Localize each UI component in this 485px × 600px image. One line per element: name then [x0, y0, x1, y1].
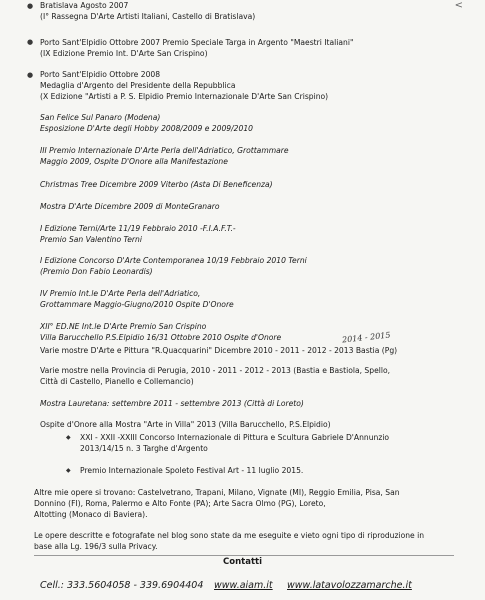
- item-line: Medaglia d'Argento del Presidente della Repubblica: [40, 81, 236, 90]
- item-line: Città di Castello, Pianello e Collemancio): [40, 377, 194, 386]
- bullet-icon: ●: [27, 71, 34, 79]
- item-line: Donnino (FI), Roma, Palermo e Alto Fonte (PA); Arte Sacra Olmo (PG), Loreto,: [34, 499, 326, 508]
- item-line: Varie mostre D'Arte e Pittura "R.Quacquarini" Dicembre 2010 - 2011 - 2012 - 2013 Bastia (Pg): [40, 346, 398, 355]
- item-line: III Premio Internazionale D'Arte Perla dell'Adriatico, Grottammare: [40, 146, 289, 155]
- item-line: 2013/14/15 n. 3 Targhe d'Argento: [80, 444, 208, 453]
- square-bullet-icon: ◆: [66, 434, 71, 441]
- website-link[interactable]: www.latavolozzamarche.it: [287, 580, 412, 591]
- contacts-heading: Contatti: [223, 557, 262, 567]
- corner-mark: <: [454, 0, 463, 11]
- item-line: Varie mostre nella Provincia di Perugia, 2010 - 2011 - 2012 - 2013 (Bastia e Bastiola, Spello,: [40, 366, 391, 375]
- item-line: I Edizione Concorso D'Arte Contemporanea 10/19 Febbraio 2010 Terni: [40, 256, 307, 265]
- item-line: Esposizione D'Arte degli Hobby 2008/2009 e 2009/2010: [40, 124, 254, 133]
- item-line: (Premio Don Fabio Leonardis): [40, 267, 153, 276]
- bullet-icon: ●: [27, 38, 34, 46]
- item-line: Maggio 2009, Ospite D'Onore alla Manifestazione: [40, 157, 228, 166]
- item-line: XII° ED.NE Int.le D'Arte Premio San Crispino: [40, 322, 207, 331]
- item-line: Grottammare Maggio-Giugno/2010 Ospite D'Onore: [40, 300, 234, 309]
- item-line: Altre mie opere si trovano: Castelvetrano, Trapani, Milano, Vignate (MI), Reggio Emilia, Pisa, San: [34, 488, 400, 497]
- item-line: IV Premio Int.le D'Arte Perla dell'Adriatico,: [40, 289, 201, 298]
- square-bullet-icon: ◆: [66, 467, 71, 474]
- item-line: (X Edizione "Artisti a P. S. Elpidio Premio Internazionale D'Arte San Crispino): [40, 92, 329, 101]
- handwritten-note: 2014 - 2015: [341, 330, 391, 345]
- item-line: Porto Sant'Elpidio Ottobre 2008: [40, 70, 161, 79]
- item-line: XXI - XXII -XXIII Concorso Internazionale di Pittura e Scultura Gabriele D'Annunzio: [80, 433, 390, 442]
- item-line: San Felice Sul Panaro (Modena): [40, 113, 161, 122]
- item-line: base alla Lg. 196/3 sulla Privacy.: [34, 542, 158, 551]
- divider: [34, 555, 454, 556]
- item-line: Premio San Valentino Terni: [40, 235, 142, 244]
- item-line: Porto Sant'Elpidio Ottobre 2007 Premio Speciale Targa in Argento "Maestri Italiani": [40, 38, 354, 47]
- item-line: Mostra D'Arte Dicembre 2009 di MonteGranaro: [40, 202, 220, 211]
- item-line: Ospite d'Onore alla Mostra "Arte in Villa" 2013 (Villa Barucchello, P.S.Elpidio): [40, 420, 331, 429]
- phone-numbers: Cell.: 333.5604058 - 339.6904404: [40, 580, 204, 591]
- item-line: Bratislava Agosto 2007: [40, 1, 129, 10]
- item-line: Christmas Tree Dicembre 2009 Viterbo (Asta Di Beneficenza): [40, 180, 273, 189]
- website-link[interactable]: www.aiam.it: [214, 580, 273, 591]
- item-line: (I° Rassegna D'Arte Artisti Italiani, Castello di Bratislava): [40, 12, 256, 21]
- bullet-icon: ●: [27, 2, 34, 10]
- item-line: Mostra Lauretana: settembre 2011 - settembre 2013 (Città di Loreto): [40, 399, 304, 408]
- item-line: (IX Edizione Premio Int. D'Arte San Crispino): [40, 49, 208, 58]
- item-line: Le opere descritte e fotografate nel blog sono state da me eseguite e vieto ogni tipo di riproduzione in: [34, 531, 425, 540]
- item-line: Altotting (Monaco di Baviera).: [34, 510, 148, 519]
- item-line: Villa Barucchello P.S.Elpidio 16/31 Ottobre 2010 Ospite d'Onore: [40, 333, 282, 342]
- item-line: I Edizione Terni/Arte 11/19 Febbraio 2010 -F.I.A.F.T.-: [40, 224, 236, 233]
- item-line: Premio Internazionale Spoleto Festival Art - 11 luglio 2015.: [80, 466, 304, 475]
